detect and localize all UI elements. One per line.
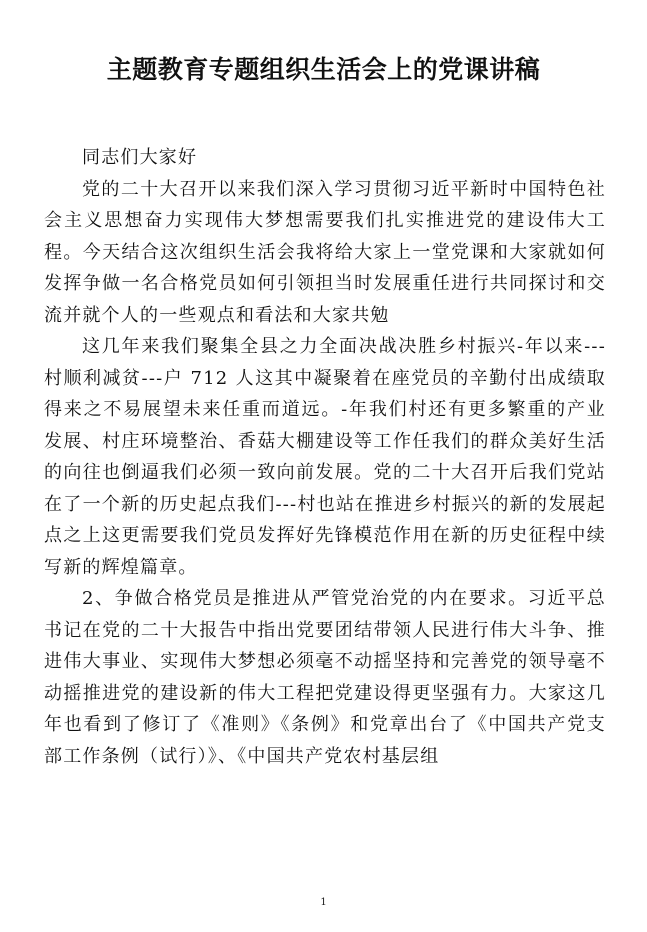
document-body [44,142,606,772]
page-number: 1 [320,897,327,908]
paragraph-point-2: 2、争做合格党员是推进从严管党治党的内在要求。习近平总书记在党的二十大报告中指出党要团结带领人民进行伟大斗争、推进伟大事业、实现伟大梦想必须毫不动摇坚持和完善党的领导毫不动摇推进党的建设新的伟大工程把党建设得更坚强有力。大家这几年也看到了修订了《准则》《条例》和党章出台了《中国共产党支部工作条例（试行）》、《中国共产党农村基层组 [44,588,606,767]
paragraph-intro: 党的二十大召开以来我们深入学习贯彻习近平新时中国特色社会主义思想奋力实现伟大梦想需要我们扎实推进党的建设伟大工程。今天结合这次组织生活会我将给大家上一堂党课和大家就如何发挥争做一名合格党员如何引领担当时发展重任进行共同探讨和交流并就个人的一些观点和看法和大家共勉 [44,178,606,326]
document-title: 主题教育专题组织生活会上的党课讲稿 [106,55,541,84]
paragraph-achievements: 这几年来我们聚集全县之力全面决战决胜乡村振兴-年以来---村顺利减贫---户 712 人这其中凝聚着在座党员的辛勤付出成绩取得来之不易展望未来任重而道远。-年我们村还有更多繁重的产业发展、村庄环境整治、香菇大棚建设等工作任我们的群众美好生活的向往也倒逼我们必须一致向前发展。党的二十大召开后我们党站在了一个新的历史起点我们---村也站在推进乡村振兴的新的发展起点之上这更需要我们党员发挥好先锋模范作用在新的历史征程中续写新的辉煌篇章。 [44,336,606,578]
paragraph-greeting: 同志们大家好 [82,147,198,168]
